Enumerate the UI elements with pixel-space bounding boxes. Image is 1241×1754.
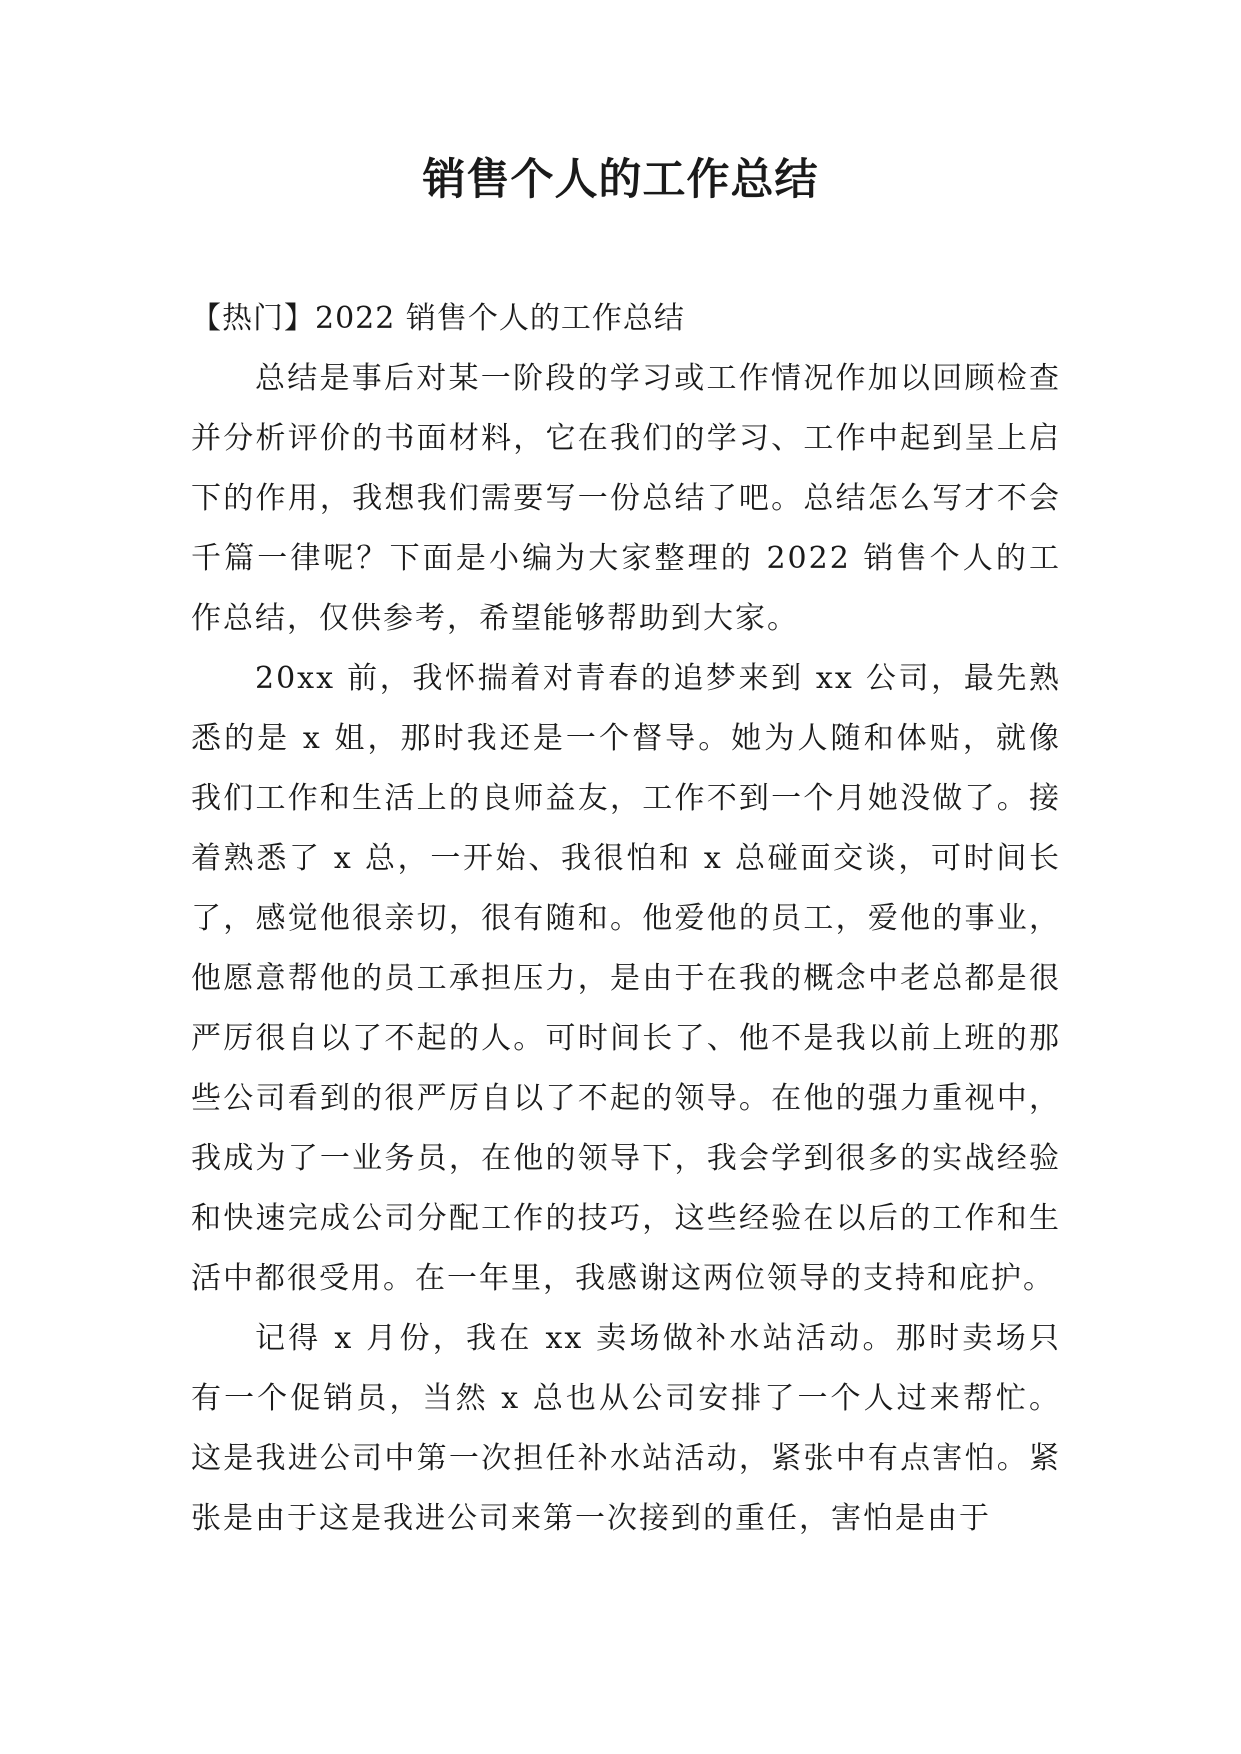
document-body: [191, 289, 1061, 1549]
document-subtitle: 【热门】2022 销售个人的工作总结: [191, 301, 685, 336]
document-title: 销售个人的工作总结: [422, 155, 819, 205]
paragraph-event: 记得 x 月份，我在 xx 卖场做补水站活动。那时卖场只有一个促销员，当然 x 总也从公司安排了一个人过来帮忙。这是我进公司中第一次担任补水站活动，紧张中有点害怕。紧张是由于这是我进公司来第一次接到的重任，害怕是由于: [191, 1321, 1061, 1536]
paragraph-experience: 20xx 前，我怀揣着对青春的追梦来到 xx 公司，最先熟悉的是 x 姐，那时我还是一个督导。她为人随和体贴，就像我们工作和生活上的良师益友，工作不到一个月她没做了。接着熟悉了 x 总，一开始、我很怕和 x 总碰面交谈，可时间长了，感觉他很亲切，很有随和。他爱他的员工，爱他的事业，他愿意帮他的员工承担压力，是由于在我的概念中老总都是很严厉很自以了不起的人。可时间长了、他不是我以前上班的那些公司看到的很严厉自以了不起的领导。在他的强力重视中，我成为了一业务员，在他的领导下，我会学到很多的实战经验和快速完成公司分配工作的技巧，这些经验在以后的工作和生活中都很受用。在一年里，我感谢这两位领导的支持和庇护。: [191, 661, 1061, 1296]
paragraph-intro: 总结是事后对某一阶段的学习或工作情况作加以回顾检查并分析评价的书面材料，它在我们的学习、工作中起到呈上启下的作用，我想我们需要写一份总结了吧。总结怎么写才不会千篇一律呢？下面是小编为大家整理的 2022 销售个人的工作总结，仅供参考，希望能够帮助到大家。: [191, 361, 1061, 636]
